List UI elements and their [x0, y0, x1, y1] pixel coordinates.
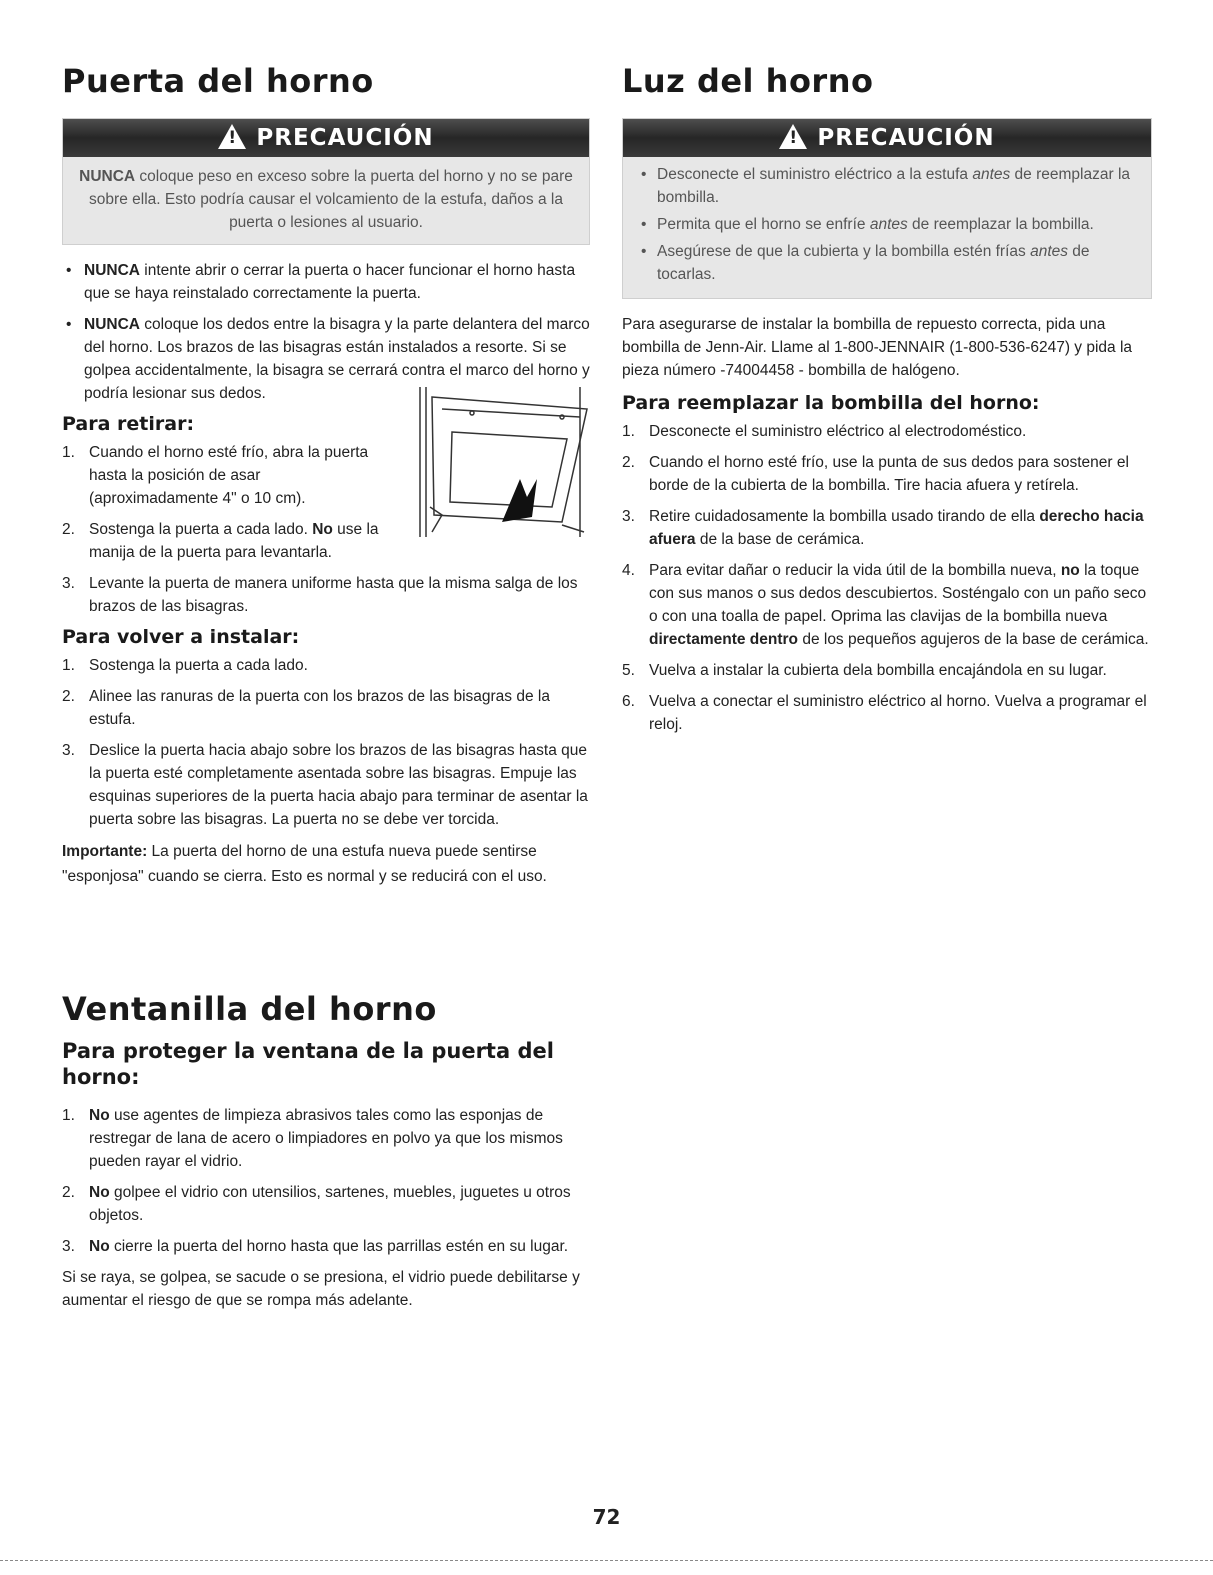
step-number: 2. [62, 688, 75, 705]
list-item: • Permita que el horno se enfríe antes de reemplazar la bombilla. [635, 213, 1139, 236]
step-text: use la manija de la puerta para levantarla. [89, 521, 379, 561]
caution-list [623, 157, 1151, 298]
list-item [62, 518, 392, 564]
important-lead: Importante: [62, 843, 148, 860]
list-item: • Asegúrese de que la cubierta y la bombilla estén frías antes de tocarlas. [635, 240, 1139, 286]
bullet-text: coloque los dedos entre la bisagra y la parte delantera del marco del horno. Los brazos de las bisagras están instalados a resorte. Si se golpea accidentalmente, la bisagra se cerrará contra el marco del horno y podría lesionar sus dedos. [84, 316, 590, 402]
warning-icon [218, 124, 246, 149]
caution-heading: PRECAUCIÓN [256, 125, 434, 151]
caution-lead: NUNCA [79, 168, 136, 185]
oven-door-warnings [62, 259, 590, 405]
list-item: 3. No cierre la puerta del horno hasta que las parrillas estén en su lugar. [62, 1238, 569, 1255]
oven-window-closing: Si se raya, se golpea, se sacude o se presiona, el vidrio puede debilitarse y aumentar el riesgo de que se rompa más adelante. [62, 1269, 580, 1309]
step-number: 1. [62, 657, 75, 674]
step-text: Alinee las ranuras de la puerta con los brazos de las bisagras de la estufa. [89, 688, 550, 728]
list-item [62, 685, 590, 731]
caution-header [63, 119, 589, 157]
step-text: Deslice la puerta hacia abajo sobre los brazos de las bisagras hasta que la puerta esté completamente asentada sobre las bisagras. Empuje las esquinas superiores de la puerta hacia abajo para terminar de asentar la puerta sobre las bisagras. La puerta no se debe ver torcida. [89, 742, 588, 828]
list-item [62, 739, 590, 831]
replace-bulb-steps [622, 420, 1152, 736]
step-lead: No [312, 521, 333, 538]
bullet-lead: NUNCA [84, 316, 140, 333]
remove-steps-cont [62, 572, 590, 618]
list-item: 2. No golpee el vidrio con utensilios, sartenes, muebles, juguetes u otros objetos. [62, 1184, 571, 1224]
step-number: 1. [62, 444, 75, 461]
step-text: Sostenga la puerta a cada lado. [89, 521, 313, 538]
list-item: 3. Retire cuidadosamente la bombilla usado tirando de ella derecho hacia afuera de la base de cerámica. [622, 508, 1144, 548]
list-item: 4. Para evitar dañar o reducir la vida útil de la bombilla nueva, no la toque con sus manos o sus dedos descubiertos. Sosténgalo con un paño seco o con una toalla de papel. Oprima las clavijas de la bombilla nueva directamente dentro de los pequeños agujeros de la base de cerámica. [622, 562, 1149, 648]
reinstall-heading: Para volver a instalar: [62, 626, 300, 648]
warning-icon [779, 124, 807, 149]
list-item [62, 441, 392, 510]
oven-door-caution-box [62, 118, 590, 245]
page-number: 72 [592, 1505, 621, 1529]
footer-rule [0, 1560, 1213, 1561]
oven-light-title: Luz del horno [622, 62, 874, 100]
list-item: 5. Vuelva a instalar la cubierta dela bombilla encajándola en su lugar. [622, 662, 1107, 679]
step-number: 3. [62, 742, 75, 759]
list-item: 1. Desconecte el suministro eléctrico al electrodoméstico. [622, 423, 1027, 440]
protect-window-steps [62, 1104, 590, 1258]
list-item [62, 654, 590, 677]
reinstall-steps [62, 654, 590, 831]
step-text: Sostenga la puerta a cada lado. [89, 657, 308, 674]
oven-window-section [62, 990, 590, 1322]
list-item [62, 259, 590, 305]
list-item: 6. Vuelva a conectar el suministro eléctrico al horno. Vuelva a programar el reloj. [622, 693, 1147, 733]
step-number: 3. [62, 575, 75, 592]
list-item [62, 572, 590, 618]
oven-door-diagram [412, 387, 592, 537]
bullet-lead: NUNCA [84, 262, 140, 279]
caution-body-text: coloque peso en exceso sobre la puerta del horno y no se pare sobre ella. Esto podría causar el volcamiento de la estufa, daños a la puerta o lesiones al usuario. [89, 168, 573, 231]
remove-heading: Para retirar: [62, 413, 195, 435]
important-text: La puerta del horno de una estufa nueva puede sentirse "esponjosa" cuando se cierra. Esto es normal y se reducirá con el uso. [62, 843, 547, 885]
step-text: Cuando el horno esté frío, abra la puerta hasta la posición de asar (aproximadamente 4" o 10 cm). [89, 444, 369, 507]
oven-window-title: Ventanilla del horno [62, 990, 437, 1028]
protect-window-heading: Para proteger la ventana de la puerta del horno: [62, 1039, 554, 1089]
oven-door-title: Puerta del horno [62, 62, 374, 100]
list-item: • Desconecte el suministro eléctrico a la estufa antes de reemplazar la bombilla. [635, 163, 1139, 209]
oven-light-intro: Para asegurarse de instalar la bombilla de repuesto correcta, pida una bombilla de Jenn-Air. Llame al 1-800-JENNAIR (1-800-536-6247) y pida la pieza número -74004458 - bombilla de halógeno. [622, 316, 1133, 379]
remove-steps [62, 441, 392, 564]
list-item: 2. Cuando el horno esté frío, use la punta de sus dedos para sostener el borde de la cubierta de la bombilla. Tire hacia afuera y retírela. [622, 454, 1129, 494]
remove-door-block [62, 413, 590, 618]
step-number: 2. [62, 521, 75, 538]
caution-text [63, 157, 589, 244]
list-item: 1. No use agentes de limpieza abrasivos tales como las esponjas de restregar de lana de acero o limpiadores en polvo ya que los mismos pueden rayar el vidrio. [62, 1107, 563, 1170]
step-text: Levante la puerta de manera uniforme hasta que la misma salga de los brazos de las bisagras. [89, 575, 578, 615]
caution-header [623, 119, 1151, 157]
oven-light-section [622, 62, 1152, 744]
oven-light-caution-box [622, 118, 1152, 299]
replace-bulb-heading: Para reemplazar la bombilla del horno: [622, 392, 1040, 414]
important-note [62, 839, 590, 889]
caution-heading: PRECAUCIÓN [817, 125, 995, 151]
bullet-text: intente abrir o cerrar la puerta o hacer funcionar el horno hasta que se haya reinstalado correctamente la puerta. [84, 262, 576, 302]
oven-door-section [62, 62, 590, 889]
